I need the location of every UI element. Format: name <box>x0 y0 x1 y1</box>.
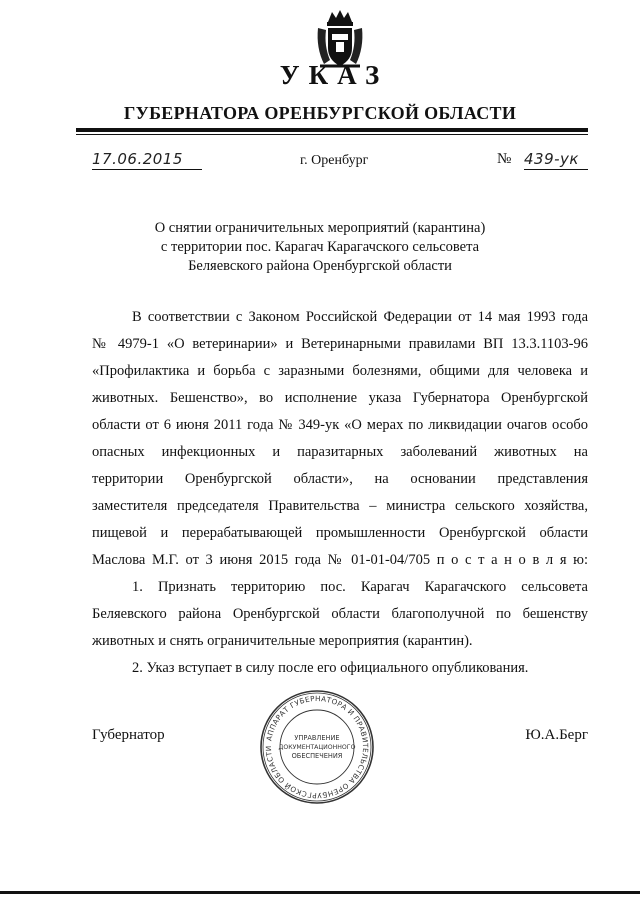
body-line: территории Оренбургской области», на основании представления <box>92 471 588 487</box>
stamp-ring-text: АППАРАТ ГУБЕРНАТОРА И ПРАВИТЕЛЬСТВА ОРЕНБУРГСКОЙ ОБЛАСТИ <box>263 693 371 801</box>
header-rule-thin <box>76 134 588 135</box>
document-date: 17.06.2015 <box>92 150 202 170</box>
document-heading <box>120 219 520 276</box>
stamp-center-line: ДОКУМЕНТАЦИОННОГО <box>278 744 356 751</box>
heading-line: Беляевского района Оренбургской области <box>188 258 452 274</box>
body-line: заместителя председателя Правительства – министра сельского хозяйства, <box>92 498 588 514</box>
body-line: В соответствии с Законом Российской Федерации от 14 мая 1993 года <box>132 309 588 325</box>
heading-line: с территории пос. Карагач Карагачского сельсовета <box>160 239 480 255</box>
signatory-name: Ю.А.Берг <box>525 727 588 743</box>
heading-line: О снятии ограничительных мероприятий (карантина) <box>154 220 486 236</box>
document-type-title: УКАЗ <box>279 60 389 90</box>
document-body <box>92 304 588 682</box>
official-stamp <box>258 688 376 806</box>
page-bottom-edge <box>0 891 640 894</box>
body-line: Беляевского района Оренбургской области благополучной по бешенству <box>92 606 588 622</box>
number-label: № <box>497 151 512 167</box>
body-line: Маслова М.Г. от 3 июня 2015 года № 01-01-04/705 п о с т а н о в л я ю: <box>92 552 588 568</box>
issuer-title: ГУБЕРНАТОРА ОРЕНБУРГСКОЙ ОБЛАСТИ <box>123 103 517 123</box>
header-rule-thick <box>76 128 588 132</box>
document-place: г. Оренбург <box>300 153 369 168</box>
body-line: пищевой и перерабатывающей промышленности Оренбургской области <box>92 525 588 541</box>
body-line: животных. Бешенство», во исполнение указа Губернатора Оренбургской <box>92 390 588 406</box>
body-line: животных и снять ограничительные мероприятия (карантин). <box>92 633 473 649</box>
body-line: 2. Указ вступает в силу после его официального опубликования. <box>132 660 529 676</box>
document-number: 439-ук <box>524 150 588 170</box>
body-line: опасных инфекционных и паразитарных заболеваний животных на <box>92 444 588 460</box>
body-line: № 4979-1 «О ветеринарии» и Ветеринарными правилами ВП 13.3.1103-96 <box>92 336 588 352</box>
body-line: «Профилактика и борьба с заразными болезнями, общими для человека и <box>92 363 588 379</box>
stamp-center-line: УПРАВЛЕНИЕ <box>294 734 340 742</box>
signatory-title: Губернатор <box>92 727 165 743</box>
stamp-center-line: ОБЕСПЕЧЕНИЯ <box>291 752 343 760</box>
body-line: области от 6 июня 2011 года № 349-ук «О мерах по ликвидации очагов особо <box>92 417 588 433</box>
body-line: 1. Признать территорию пос. Карагач Карагачского сельсовета <box>132 579 588 595</box>
